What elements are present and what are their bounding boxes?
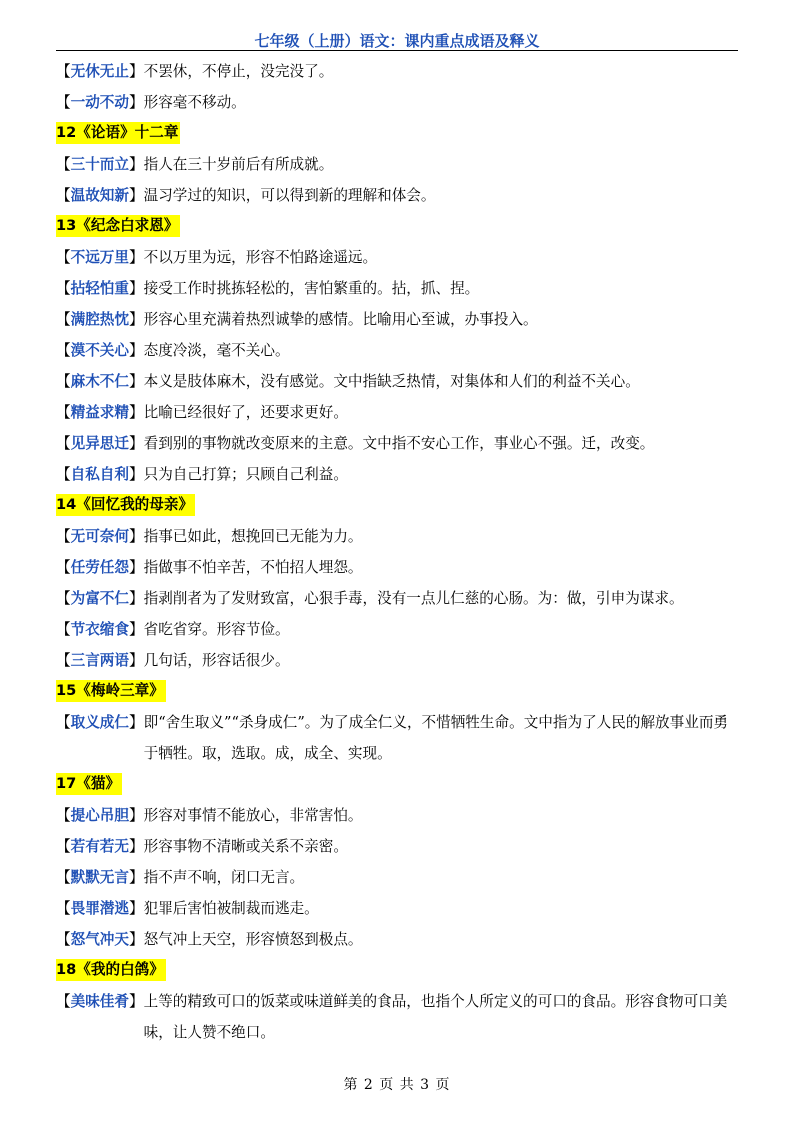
idiom-definition: 比喻已经很好了，还要求更好。 — [143, 404, 348, 421]
idiom-entry — [56, 87, 742, 118]
idiom-definition: 指不声不响，闭口无言。 — [143, 869, 305, 886]
bracket-open: 【 — [56, 94, 71, 111]
idiom-term: 麻木不仁 — [70, 373, 129, 390]
idiom-term-wrapper — [56, 986, 144, 1048]
idiom-definition: 指事已如此，想挽回已无能为力。 — [143, 528, 363, 545]
idiom-entry — [56, 614, 742, 645]
bracket-open: 【 — [56, 404, 71, 421]
idiom-entry — [56, 924, 742, 955]
idiom-entry — [56, 645, 742, 676]
idiom-definition: 形容对事情不能放心，非常害怕。 — [143, 807, 363, 824]
idiom-term-wrapper — [56, 156, 144, 173]
bracket-close: 】 — [129, 63, 144, 80]
idiom-term-wrapper — [56, 590, 144, 607]
idiom-term-wrapper — [56, 900, 144, 917]
idiom-term-wrapper — [56, 187, 144, 204]
idiom-term: 提心吊胆 — [70, 807, 129, 824]
idiom-term-wrapper — [56, 869, 144, 886]
idiom-entry — [56, 893, 742, 924]
idiom-definition: 形容毫不移动。 — [143, 94, 246, 111]
bracket-close: 】 — [129, 652, 144, 669]
idiom-definition: 本义是肢体麻木，没有感觉。文中指缺乏热情，对集体和人们的利益不关心。 — [143, 373, 640, 390]
idiom-term-wrapper — [56, 404, 144, 421]
idiom-term: 温故知新 — [70, 187, 129, 204]
bracket-close: 】 — [129, 435, 144, 452]
idiom-definition: 形容事物不清晰或关系不亲密。 — [143, 838, 348, 855]
bracket-close: 】 — [129, 280, 144, 297]
idiom-definition: 几句话，形容话很少。 — [143, 652, 290, 669]
idiom-entry — [56, 428, 742, 459]
idiom-term: 若有若无 — [70, 838, 129, 855]
idiom-definition: 不以万里为远，形容不怕路途遥远。 — [143, 249, 378, 266]
idiom-entry — [56, 459, 742, 490]
bracket-open: 【 — [56, 311, 71, 328]
section-heading-row — [56, 211, 742, 242]
idiom-term-wrapper — [56, 707, 144, 769]
section-heading: 17《猫》 — [56, 773, 122, 795]
bracket-close: 】 — [129, 342, 144, 359]
idiom-entry — [56, 583, 742, 614]
idiom-definition: 即“舍生取义”“杀身成仁”。为了成全仁义，不惜牺牲生命。文中指为了人民的解放事业而勇于牺牲。取，选取。成，成全、实现。 — [143, 714, 729, 762]
bracket-close: 】 — [129, 249, 144, 266]
idiom-list — [56, 56, 742, 1048]
idiom-term-wrapper — [56, 838, 144, 855]
idiom-definition: 看到别的事物就改变原来的主意。文中指不安心工作，事业心不强。迁，改变。 — [143, 435, 655, 452]
idiom-definition: 指人在三十岁前后有所成就。 — [143, 156, 334, 173]
idiom-entry — [56, 304, 742, 335]
idiom-definition: 指做事不怕辛苦，不怕招人埋怨。 — [143, 559, 363, 576]
idiom-term-wrapper — [56, 807, 144, 824]
idiom-entry — [56, 397, 742, 428]
bracket-close: 】 — [129, 528, 144, 545]
idiom-term: 怒气冲天 — [70, 931, 129, 948]
bracket-close: 】 — [129, 714, 144, 731]
section-heading: 13《纪念白求恩》 — [56, 215, 180, 237]
idiom-definition: 态度冷淡，毫不关心。 — [143, 342, 290, 359]
page-header-title: 七年级（上册）语文：课内重点成语及释义 — [254, 32, 540, 50]
bracket-close: 】 — [129, 559, 144, 576]
idiom-term: 取义成仁 — [70, 714, 129, 731]
section-heading-row — [56, 955, 742, 986]
bracket-close: 】 — [129, 156, 144, 173]
bracket-open: 【 — [56, 838, 71, 855]
idiom-term-wrapper — [56, 249, 144, 266]
header-divider — [56, 50, 738, 51]
idiom-entry — [56, 831, 742, 862]
idiom-entry — [56, 180, 742, 211]
section-heading-row — [56, 769, 742, 800]
idiom-term: 见异思迁 — [70, 435, 129, 452]
idiom-entry — [56, 521, 742, 552]
bracket-open: 【 — [56, 900, 71, 917]
bracket-close: 】 — [129, 466, 144, 483]
idiom-entry — [56, 862, 742, 893]
idiom-definition: 只为自己打算；只顾自己利益。 — [143, 466, 348, 483]
section-heading-row — [56, 676, 742, 707]
bracket-close: 】 — [129, 590, 144, 607]
idiom-term: 自私自利 — [70, 466, 129, 483]
idiom-term: 节衣缩食 — [70, 621, 129, 638]
bracket-close: 】 — [129, 311, 144, 328]
bracket-open: 【 — [56, 435, 71, 452]
bracket-open: 【 — [56, 373, 71, 390]
section-heading: 14《回忆我的母亲》 — [56, 494, 195, 516]
bracket-close: 】 — [129, 373, 144, 390]
section-heading-row — [56, 490, 742, 521]
idiom-term: 不远万里 — [70, 249, 129, 266]
idiom-entry — [56, 242, 742, 273]
idiom-term-wrapper — [56, 528, 144, 545]
bracket-open: 【 — [56, 342, 71, 359]
idiom-term-wrapper — [56, 311, 144, 328]
idiom-definition: 不罢休，不停止，没完没了。 — [143, 63, 334, 80]
idiom-term: 漠不关心 — [70, 342, 129, 359]
idiom-term: 无休无止 — [70, 63, 129, 80]
bracket-open: 【 — [56, 931, 71, 948]
idiom-term-wrapper — [56, 931, 144, 948]
section-heading-row — [56, 118, 742, 149]
bracket-open: 【 — [56, 652, 71, 669]
bracket-close: 】 — [129, 94, 144, 111]
idiom-definition: 上等的精致可口的饭菜或味道鲜美的食品，也指个人所定义的可口的食品。形容食物可口美味，让人赞不绝口。 — [143, 993, 728, 1041]
idiom-term: 拈轻怕重 — [70, 280, 129, 297]
bracket-close: 】 — [129, 993, 144, 1010]
section-heading: 12《论语》十二章 — [56, 122, 180, 144]
bracket-open: 【 — [56, 249, 71, 266]
idiom-term-wrapper — [56, 466, 144, 483]
idiom-definition: 省吃省穿。形容节俭。 — [143, 621, 290, 638]
bracket-close: 】 — [129, 869, 144, 886]
idiom-term-wrapper — [56, 435, 144, 452]
idiom-entry — [56, 149, 742, 180]
idiom-term-wrapper — [56, 280, 144, 297]
idiom-term-wrapper — [56, 373, 144, 390]
idiom-term: 任劳任怨 — [70, 559, 129, 576]
idiom-definition: 温习学过的知识，可以得到新的理解和体会。 — [143, 187, 436, 204]
section-heading: 15《梅岭三章》 — [56, 680, 166, 702]
section-heading: 18《我的白鸽》 — [56, 959, 166, 981]
idiom-term-wrapper — [56, 342, 144, 359]
idiom-definition: 形容心里充满着热烈诚挚的感情。比喻用心至诚，办事投入。 — [143, 311, 538, 328]
idiom-term-wrapper — [56, 63, 144, 80]
idiom-term-wrapper — [56, 621, 144, 638]
idiom-entry — [56, 335, 742, 366]
idiom-term: 三十而立 — [70, 156, 129, 173]
bracket-close: 】 — [129, 807, 144, 824]
idiom-entry — [56, 800, 742, 831]
bracket-close: 】 — [129, 621, 144, 638]
idiom-definition: 指剥削者为了发财致富，心狠手毒，没有一点儿仁慈的心肠。为：做，引申为谋求。 — [143, 590, 684, 607]
idiom-term-wrapper — [56, 559, 144, 576]
bracket-open: 【 — [56, 63, 71, 80]
bracket-open: 【 — [56, 528, 71, 545]
idiom-entry — [56, 707, 742, 769]
idiom-entry — [56, 366, 742, 397]
bracket-open: 【 — [56, 466, 71, 483]
idiom-term: 一动不动 — [70, 94, 129, 111]
idiom-entry — [56, 273, 742, 304]
bracket-close: 】 — [129, 931, 144, 948]
idiom-definition: 接受工作时挑拣轻松的，害怕繁重的。拈，抓、捏。 — [143, 280, 480, 297]
idiom-definition: 犯罪后害怕被制裁而逃走。 — [143, 900, 319, 917]
idiom-term-wrapper — [56, 94, 144, 111]
bracket-open: 【 — [56, 869, 71, 886]
bracket-open: 【 — [56, 187, 71, 204]
idiom-term: 三言两语 — [70, 652, 129, 669]
idiom-term: 无可奈何 — [70, 528, 129, 545]
page-footer: 第 2 页 共 3 页 — [343, 1077, 451, 1093]
bracket-close: 】 — [129, 404, 144, 421]
idiom-term-wrapper — [56, 652, 144, 669]
idiom-term: 精益求精 — [70, 404, 129, 421]
bracket-close: 】 — [129, 187, 144, 204]
idiom-definition: 怒气冲上天空，形容愤怒到极点。 — [143, 931, 363, 948]
idiom-entry — [56, 56, 742, 87]
bracket-close: 】 — [129, 900, 144, 917]
bracket-open: 【 — [56, 621, 71, 638]
idiom-term: 为富不仁 — [70, 590, 129, 607]
bracket-open: 【 — [56, 280, 71, 297]
idiom-term: 畏罪潜逃 — [70, 900, 129, 917]
bracket-open: 【 — [56, 807, 71, 824]
idiom-term: 美味佳肴 — [70, 993, 129, 1010]
bracket-open: 【 — [56, 559, 71, 576]
bracket-open: 【 — [56, 590, 71, 607]
bracket-open: 【 — [56, 714, 71, 731]
bracket-open: 【 — [56, 993, 71, 1010]
bracket-open: 【 — [56, 156, 71, 173]
idiom-entry — [56, 986, 742, 1048]
idiom-term: 默默无言 — [70, 869, 129, 886]
bracket-close: 】 — [129, 838, 144, 855]
idiom-term: 满腔热忱 — [70, 311, 129, 328]
idiom-entry — [56, 552, 742, 583]
